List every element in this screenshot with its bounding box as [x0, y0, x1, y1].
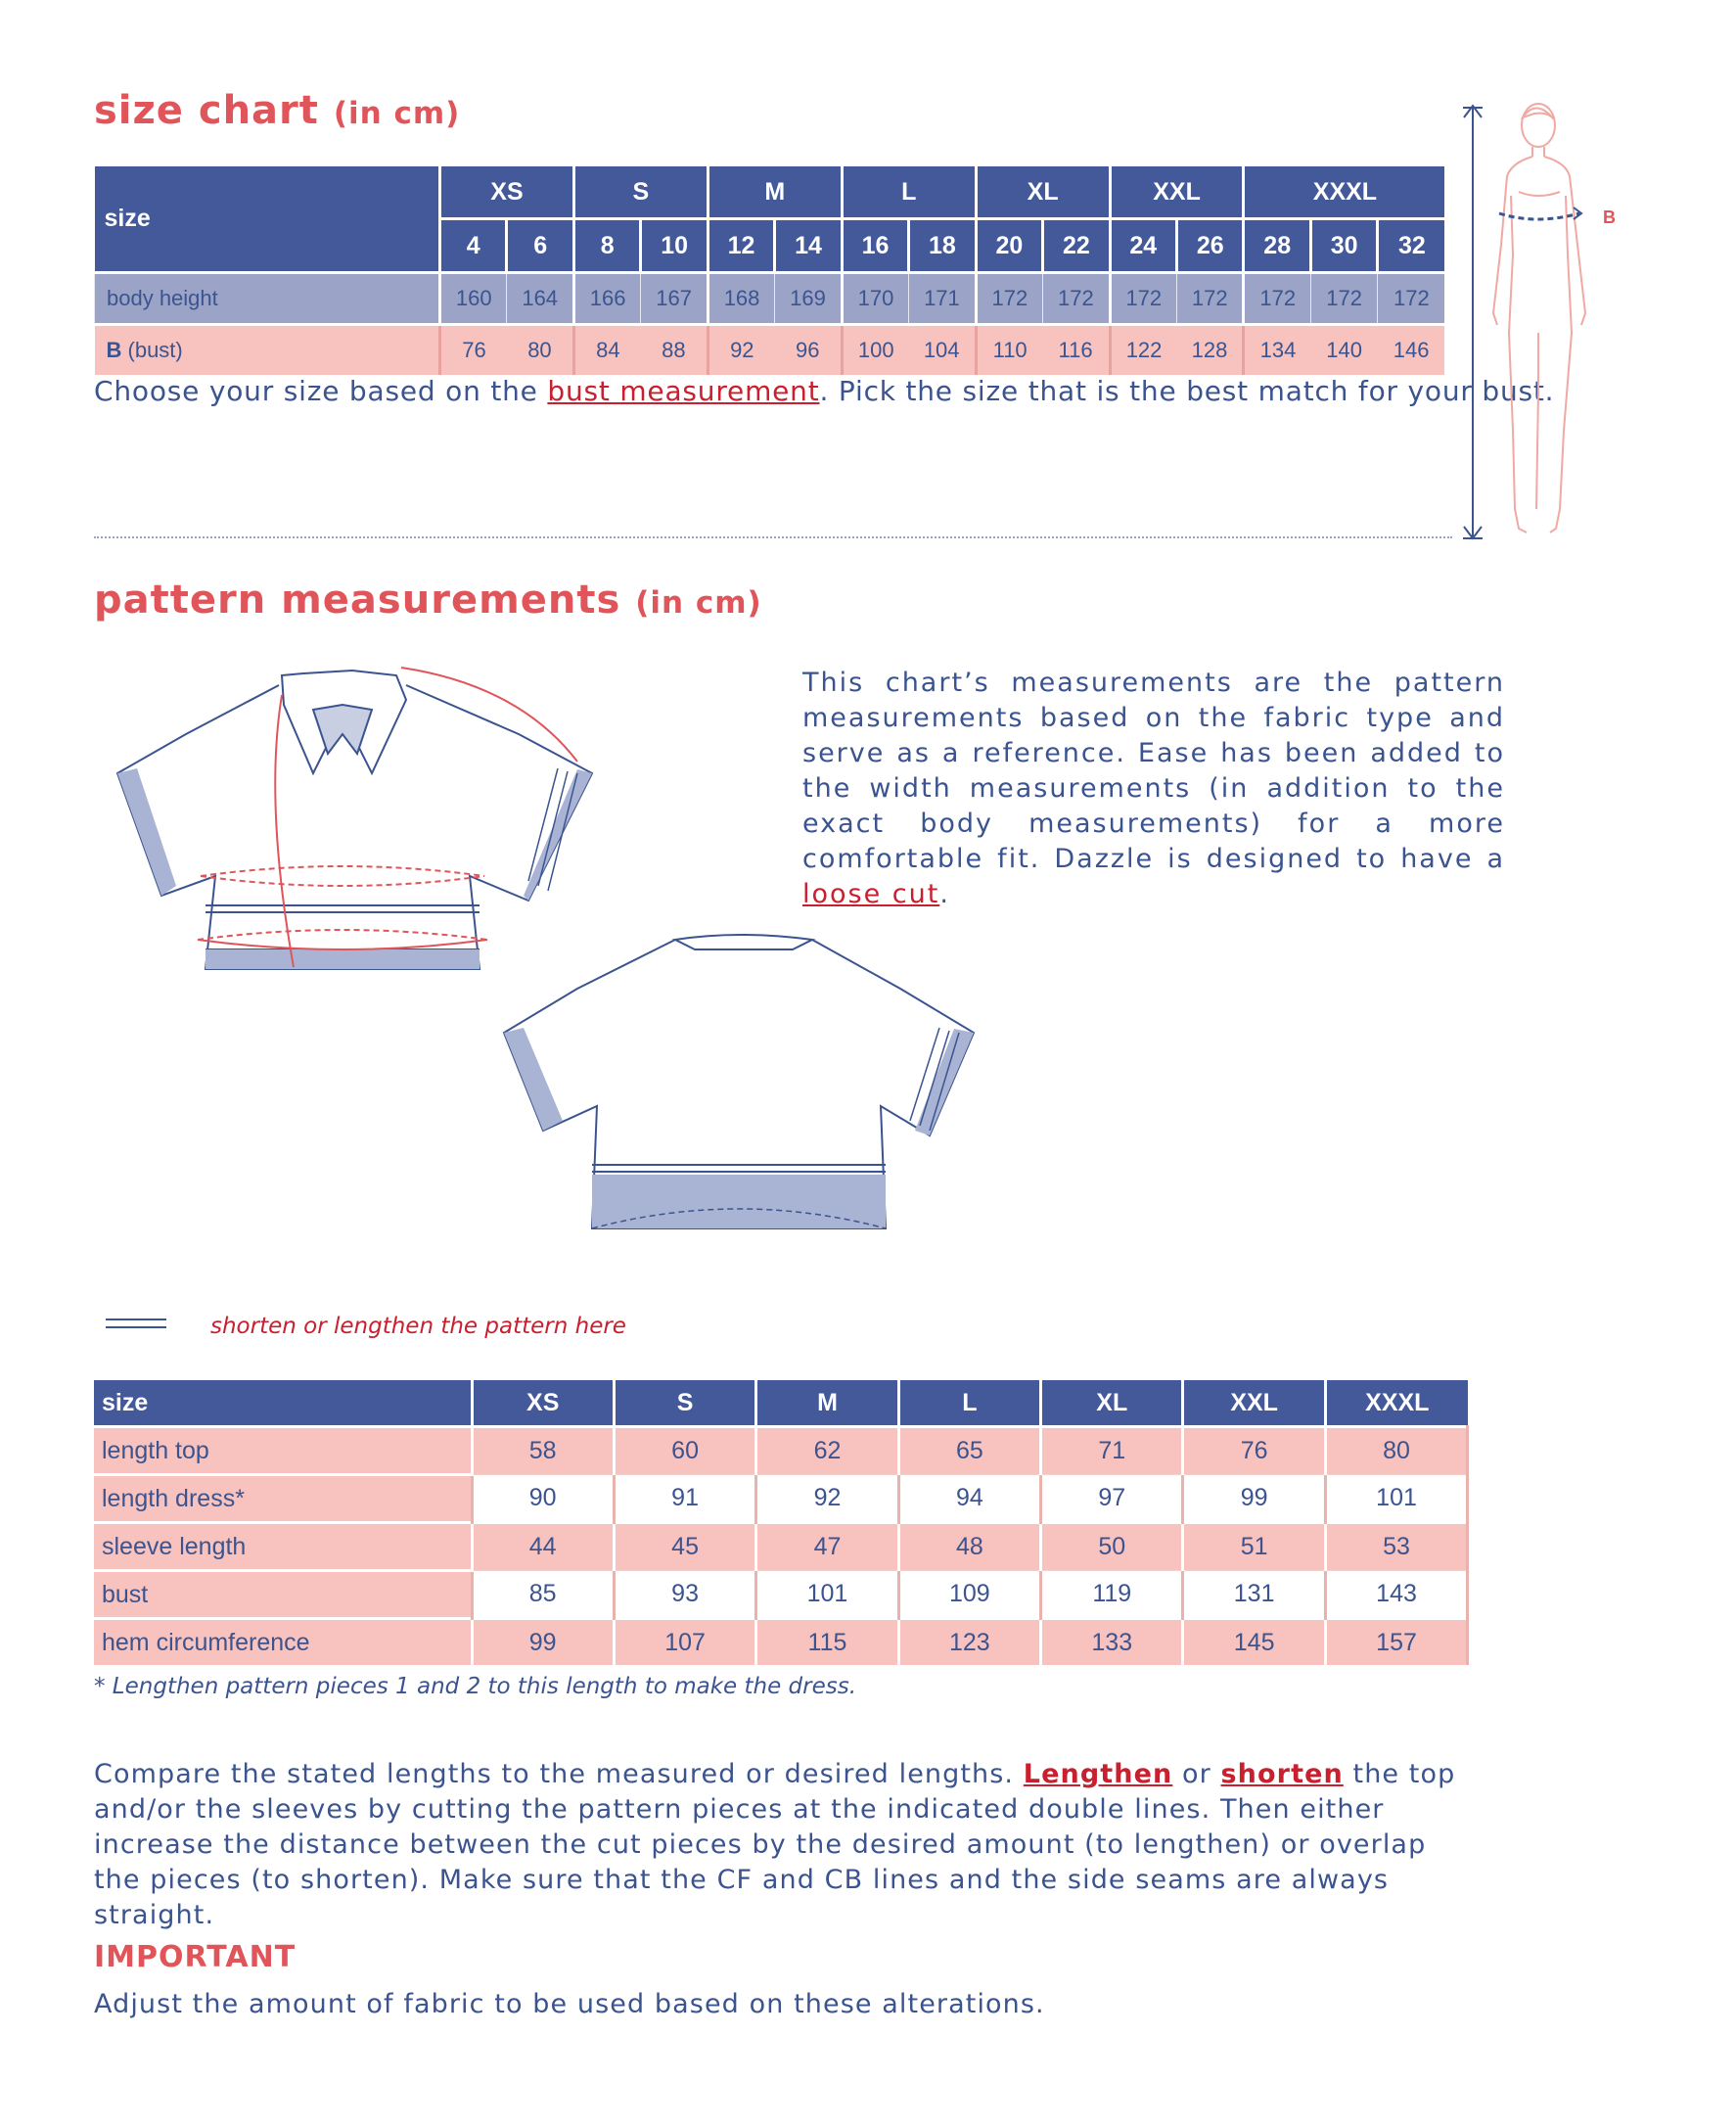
pattern-size-header: size: [94, 1380, 472, 1427]
pattern-column-xl: XL: [1041, 1380, 1183, 1427]
pattern-column-l: L: [898, 1380, 1040, 1427]
bust-value: 122: [1110, 325, 1176, 376]
body-height-value: 170: [842, 273, 908, 325]
size-number: 12: [708, 219, 774, 273]
size-group-xxxl: XXXL: [1244, 166, 1444, 219]
loose-cut-link[interactable]: loose cut: [802, 879, 940, 909]
table-cell: 58: [472, 1427, 614, 1475]
size-number: 22: [1043, 219, 1110, 273]
table-cell: 93: [614, 1571, 755, 1619]
pattern-title: [94, 578, 762, 623]
body-height-value: 167: [641, 273, 708, 325]
bust-value: 104: [909, 325, 976, 376]
description-text: This chart’s measurements are the pattern measurements based on the fabric type and serve as a reference. Ease has been added to the width measurements (in addition to the exact body measurements) for a more comfortable fit. Dazzle is designed to have a: [802, 668, 1505, 874]
pattern-unit: (in cm): [635, 585, 762, 621]
body-height-value: 168: [708, 273, 774, 325]
table-cell: 71: [1041, 1427, 1183, 1475]
table-cell: 62: [756, 1427, 898, 1475]
bust-value: 140: [1310, 325, 1377, 376]
table-cell: 99: [1183, 1475, 1325, 1523]
table-cell: 92: [756, 1475, 898, 1523]
table-cell: 145: [1183, 1619, 1325, 1666]
bust-value: 88: [641, 325, 708, 376]
size-number: 4: [440, 219, 507, 273]
table-row: [94, 1619, 1468, 1666]
pattern-measurements-table: [94, 1380, 1469, 1665]
note-prefix: Choose your size based on the: [94, 375, 548, 407]
table-cell: 53: [1325, 1523, 1467, 1571]
bust-value: 100: [842, 325, 908, 376]
size-group-m: M: [708, 166, 842, 219]
table-cell: 90: [472, 1475, 614, 1523]
description-suffix: .: [939, 879, 950, 909]
note-suffix: . Pick the size that is the best match for your bust.: [819, 375, 1555, 407]
dress-footnote: * Lengthen pattern pieces 1 and 2 to this length to make the dress.: [94, 1674, 857, 1699]
important-text: Adjust the amount of fabric to be used based on these alterations.: [94, 1989, 1045, 2019]
pattern-column-xs: XS: [472, 1380, 614, 1427]
table-cell: 131: [1183, 1571, 1325, 1619]
size-group-xs: XS: [440, 166, 574, 219]
row-label: bust: [94, 1571, 472, 1619]
pattern-column-m: M: [756, 1380, 898, 1427]
bust-value: 146: [1378, 325, 1444, 376]
size-chart-title: [94, 88, 460, 133]
back-garment-illustration: [499, 925, 988, 1238]
alteration-text-3: the top and/or the sleeves by cutting the pattern pieces at the indicated double lines. Then either increase the distance between the cut pieces by the desired amount (to lengthen) or overlap the pieces (to shorten). Make sure that the CF and CB lines and the side seams are always straight.: [94, 1759, 1456, 1930]
alteration-text-1: Compare the stated lengths to the measured or desired lengths.: [94, 1759, 1024, 1789]
alteration-text-2: or: [1172, 1759, 1221, 1789]
body-height-value: 160: [440, 273, 507, 325]
size-group-xl: XL: [976, 166, 1110, 219]
size-number: 10: [641, 219, 708, 273]
table-cell: 47: [756, 1523, 898, 1571]
body-height-value: 172: [1043, 273, 1110, 325]
pattern-title-text: pattern measurements: [94, 578, 621, 623]
size-number: 16: [842, 219, 908, 273]
table-cell: 123: [898, 1619, 1040, 1666]
table-cell: 101: [1325, 1475, 1467, 1523]
table-cell: 80: [1325, 1427, 1467, 1475]
body-height-value: 172: [1177, 273, 1244, 325]
size-number: 14: [775, 219, 842, 273]
table-cell: 115: [756, 1619, 898, 1666]
body-height-value: 169: [775, 273, 842, 325]
table-cell: 44: [472, 1523, 614, 1571]
table-row: [94, 1571, 1468, 1619]
size-group-l: L: [842, 166, 976, 219]
legend-text: shorten or lengthen the pattern here: [210, 1314, 626, 1339]
body-height-label: body height: [95, 273, 440, 325]
table-cell: 99: [472, 1619, 614, 1666]
size-number: 28: [1244, 219, 1310, 273]
table-cell: 85: [472, 1571, 614, 1619]
row-label: hem circumference: [94, 1619, 472, 1666]
size-chart-title-text: size chart: [94, 88, 319, 133]
table-cell: 119: [1041, 1571, 1183, 1619]
bust-value: 116: [1043, 325, 1110, 376]
bust-value: 84: [573, 325, 640, 376]
alteration-paragraph: [94, 1757, 1474, 1933]
table-cell: 45: [614, 1523, 755, 1571]
bust-value: 128: [1177, 325, 1244, 376]
table-row: [94, 1523, 1468, 1571]
bust-measurement-link[interactable]: bust measurement: [547, 375, 820, 407]
size-number: 32: [1378, 219, 1444, 273]
size-number: 26: [1177, 219, 1244, 273]
table-row: [94, 1475, 1468, 1523]
bust-value: 92: [708, 325, 774, 376]
table-row: [94, 1427, 1468, 1475]
table-cell: 60: [614, 1427, 755, 1475]
size-row-label: size: [95, 166, 440, 273]
body-figure-illustration: [1458, 98, 1634, 548]
body-height-value: 172: [1310, 273, 1377, 325]
body-height-value: 172: [976, 273, 1042, 325]
bust-label-rest: (bust): [121, 338, 183, 362]
table-cell: 101: [756, 1571, 898, 1619]
size-group-s: S: [573, 166, 708, 219]
section-divider: [94, 536, 1452, 538]
body-height-value: 171: [909, 273, 976, 325]
row-label: sleeve length: [94, 1523, 472, 1571]
bust-label: [95, 325, 440, 376]
bust-label-letter: B: [106, 338, 122, 362]
pattern-column-xxl: XXL: [1183, 1380, 1325, 1427]
table-cell: 94: [898, 1475, 1040, 1523]
size-chart-unit: (in cm): [333, 96, 461, 131]
pattern-column-xxxl: XXXL: [1325, 1380, 1467, 1427]
pattern-column-s: S: [614, 1380, 755, 1427]
lengthen-link[interactable]: Lengthen: [1023, 1759, 1173, 1789]
shorten-link[interactable]: shorten: [1220, 1759, 1344, 1789]
bust-value: 110: [976, 325, 1042, 376]
size-chart-table: [94, 166, 1444, 375]
size-number: 30: [1310, 219, 1377, 273]
size-number: 18: [909, 219, 976, 273]
table-cell: 107: [614, 1619, 755, 1666]
pattern-description: [802, 666, 1505, 912]
table-cell: 97: [1041, 1475, 1183, 1523]
body-height-value: 164: [507, 273, 573, 325]
figure-b-marker: B: [1603, 208, 1616, 227]
size-chart-note: [94, 374, 1554, 409]
body-height-value: 172: [1244, 273, 1310, 325]
table-cell: 157: [1325, 1619, 1467, 1666]
size-number: 6: [507, 219, 573, 273]
table-cell: 109: [898, 1571, 1040, 1619]
important-heading: IMPORTANT: [94, 1940, 297, 1974]
table-cell: 143: [1325, 1571, 1467, 1619]
table-cell: 48: [898, 1523, 1040, 1571]
body-height-value: 166: [573, 273, 640, 325]
table-cell: 50: [1041, 1523, 1183, 1571]
body-height-value: 172: [1378, 273, 1444, 325]
row-label: length top: [94, 1427, 472, 1475]
table-cell: 133: [1041, 1619, 1183, 1666]
size-number: 20: [976, 219, 1042, 273]
table-cell: 51: [1183, 1523, 1325, 1571]
bust-value: 76: [440, 325, 507, 376]
bust-value: 134: [1244, 325, 1310, 376]
size-group-xxl: XXL: [1110, 166, 1244, 219]
body-height-value: 172: [1110, 273, 1176, 325]
double-line-legend-icon: [106, 1318, 166, 1328]
table-cell: 76: [1183, 1427, 1325, 1475]
table-cell: 91: [614, 1475, 755, 1523]
table-cell: 65: [898, 1427, 1040, 1475]
bust-value: 96: [775, 325, 842, 376]
size-number: 24: [1110, 219, 1176, 273]
row-label: length dress*: [94, 1475, 472, 1523]
size-number: 8: [573, 219, 640, 273]
bust-value: 80: [507, 325, 573, 376]
